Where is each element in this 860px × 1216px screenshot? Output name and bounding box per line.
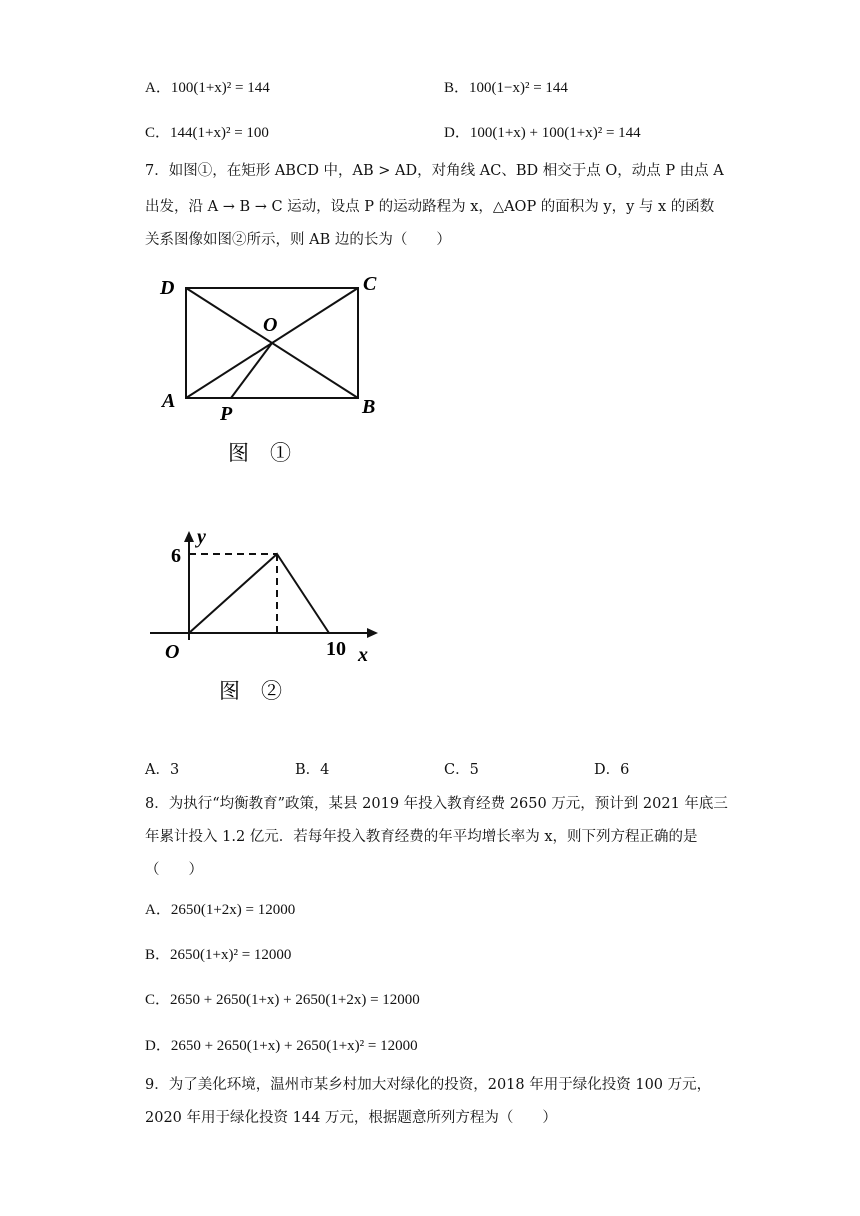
figure-1-caption: 图 ① bbox=[228, 441, 291, 465]
label-6: 6 bbox=[171, 545, 181, 567]
label-c: C bbox=[363, 273, 377, 295]
q7-option-d: D．6 bbox=[594, 762, 630, 778]
q8-text-line-1: 8．为执行“均衡教育”政策，某县 2019 年投入教育经费 2650 万元，预计到 2021 年底三 bbox=[145, 796, 728, 812]
q7-text-line-1: 7．如图①，在矩形 ABCD 中，AB > AD，对角线 AC、BD 相交于点 O，动点 P 由点 A bbox=[145, 163, 724, 179]
label-y: y bbox=[197, 526, 206, 548]
q7-text-line-3: 关系图像如图②所示，则 AB 边的长为（ ） bbox=[145, 232, 451, 248]
q7-text-line-2: 出发，沿 A → B → C 运动，设点 P 的运动路程为 x，△AOP 的面积为 y，y 与 x 的函数 bbox=[145, 199, 715, 215]
segment-op bbox=[231, 343, 272, 398]
q8-option-a: A．2650(1+2x) = 12000 bbox=[145, 902, 296, 918]
q8-text-line-2: 年累计投入 1.2 亿元．若每年投入教育经费的年平均增长率为 x，则下列方程正确的是 bbox=[145, 829, 698, 845]
q8-text-line-3: （ ） bbox=[145, 862, 203, 878]
q9-text-line-1: 9．为了美化环境，温州市某乡村加大对绿化的投资，2018 年用于绿化投资 100 万元， bbox=[145, 1077, 712, 1093]
figure-1-rectangle bbox=[150, 270, 410, 470]
label-x: x bbox=[358, 644, 368, 666]
q8-option-b: B．2650(1+x)² = 12000 bbox=[145, 947, 292, 963]
label-10: 10 bbox=[326, 638, 346, 660]
q8-option-c: C．2650 + 2650(1+x) + 2650(1+2x) = 12000 bbox=[145, 992, 420, 1008]
q8-option-d: D．2650 + 2650(1+x) + 2650(1+x)² = 12000 bbox=[145, 1038, 418, 1054]
label-origin-o: O bbox=[165, 641, 180, 663]
q6-option-c: C．144(1+x)² = 100 bbox=[145, 125, 269, 141]
q7-option-a: A．3 bbox=[145, 762, 180, 778]
function-graph-line bbox=[189, 554, 329, 633]
q9-text-line-2: 2020 年用于绿化投资 144 万元，根据题意所列方程为（ ） bbox=[145, 1110, 557, 1126]
label-a: A bbox=[162, 390, 176, 412]
q7-option-b: B．4 bbox=[295, 762, 330, 778]
figure-2-graph bbox=[145, 515, 395, 715]
label-o: O bbox=[263, 314, 278, 336]
q7-option-c: C．5 bbox=[444, 762, 479, 778]
q6-option-b: B．100(1−x)² = 144 bbox=[444, 80, 568, 96]
x-axis-arrow bbox=[367, 628, 378, 638]
label-b: B bbox=[362, 396, 376, 418]
q6-option-a: A．100(1+x)² = 144 bbox=[145, 80, 270, 96]
q6-option-d: D．100(1+x) + 100(1+x)² = 144 bbox=[444, 125, 641, 141]
label-p: P bbox=[220, 403, 233, 425]
label-d: D bbox=[160, 277, 175, 299]
y-axis-arrow bbox=[184, 531, 194, 542]
figure-2-caption: 图 ② bbox=[219, 679, 282, 703]
